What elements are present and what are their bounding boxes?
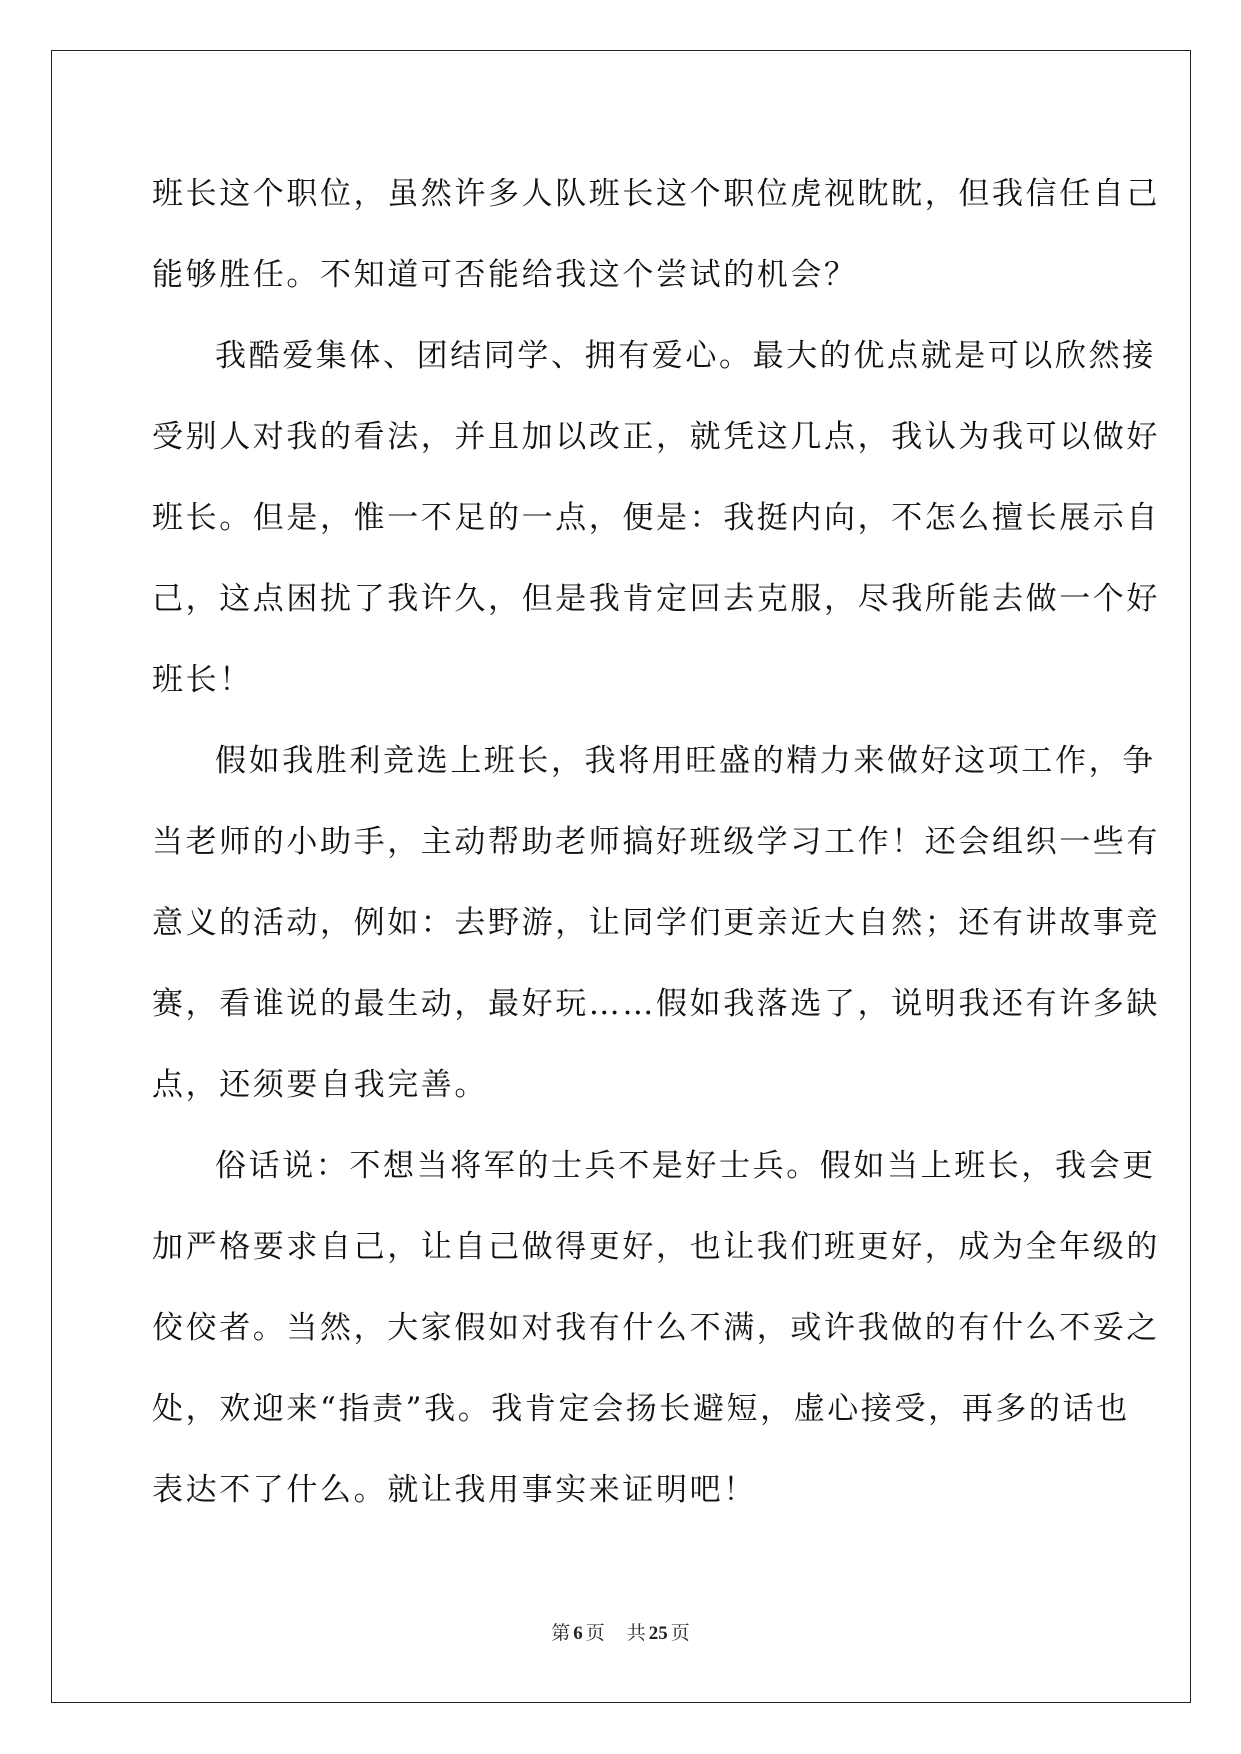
text-line-2: 能够胜任。不知道可否能给我这个尝试的机会？ bbox=[152, 257, 858, 293]
paragraph-start-line-13: 俗话说：不想当将军的士兵不是好士兵。假如当上班长，我会更 bbox=[215, 1148, 1156, 1184]
document-body bbox=[152, 160, 1160, 1537]
page-footer bbox=[0, 1618, 1241, 1645]
text-line-4: 受别人对我的看法，并且加以改正，就凭这几点，我认为我可以做好 bbox=[152, 419, 1160, 455]
text-line-15: 佼佼者。当然，大家假如对我有什么不满，或许我做的有什么不妥之 bbox=[152, 1310, 1160, 1346]
page-suffix: 页 bbox=[585, 1623, 605, 1644]
text-line-5: 班长。但是，惟一不足的一点，便是：我挺内向，不怎么擅长展示自 bbox=[152, 500, 1160, 536]
text-line-9: 当老师的小助手，主动帮助老师搞好班级学习工作！还会组织一些有 bbox=[152, 824, 1160, 860]
text-line-10: 意义的活动，例如：去野游，让同学们更亲近大自然；还有讲故事竞 bbox=[152, 905, 1160, 941]
paragraph-start-line-3: 我酷爱集体、团结同学、拥有爱心。最大的优点就是可以欣然接 bbox=[215, 338, 1156, 374]
text-line-6: 己，这点困扰了我许久，但是我肯定回去克服，尽我所能去做一个好 bbox=[152, 581, 1160, 617]
paragraph-start-line-8: 假如我胜利竞选上班长，我将用旺盛的精力来做好这项工作，争 bbox=[215, 743, 1156, 779]
text-line-14: 加严格要求自己，让自己做得更好，也让我们班更好，成为全年级的 bbox=[152, 1229, 1160, 1265]
total-suffix: 页 bbox=[670, 1623, 690, 1644]
text-line-17: 表达不了什么。就让我用事实来证明吧！ bbox=[152, 1472, 757, 1508]
page-prefix: 第 bbox=[551, 1623, 571, 1644]
text-line-12: 点，还须要自我完善。 bbox=[152, 1067, 488, 1103]
text-line-11: 赛，看谁说的最生动，最好玩……假如我落选了，说明我还有许多缺 bbox=[152, 986, 1160, 1022]
total-pages: 25 bbox=[648, 1623, 668, 1644]
page-number: 6 bbox=[573, 1623, 583, 1644]
text-line-1: 班长这个职位，虽然许多人队班长这个职位虎视眈眈，但我信任自己 bbox=[152, 176, 1160, 212]
total-prefix: 共 bbox=[626, 1623, 646, 1644]
text-line-7: 班长！ bbox=[152, 662, 253, 698]
text-line-16: 处，欢迎来“指责”我。我肯定会扬长避短，虚心接受，再多的话也 bbox=[152, 1391, 1130, 1427]
